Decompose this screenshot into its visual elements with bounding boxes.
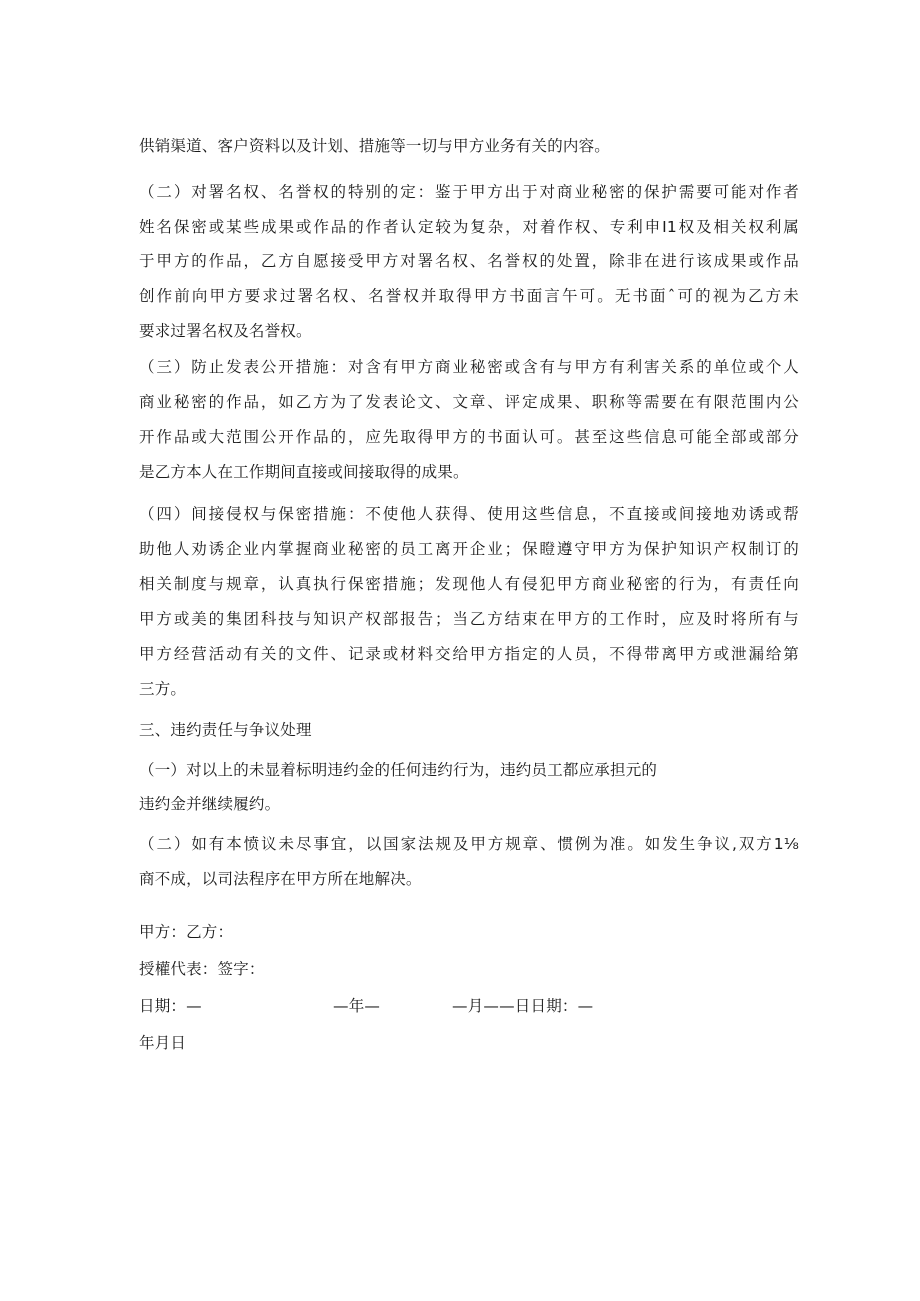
signature-representative: 授權代表：签字： xyxy=(139,960,265,978)
paragraph-line: 姓名保密或某些成果或作品的作者认定较为复杂，对着作权、专利申I1权及相关权利属 xyxy=(139,218,799,236)
date-format-line: 年月日 xyxy=(139,1034,187,1052)
date-label: 日期：— xyxy=(139,997,202,1015)
paragraph-line: 相关制度与规章，认真执行保密措施；发现他人有侵犯甲方商业秘密的行为，有责任向 xyxy=(139,575,799,593)
paragraph-line: 甲方经营活动有关的文件、记录或材料交给甲方指定的人员，不得带离甲方或泄漏给第 xyxy=(139,645,799,663)
paragraph-line: 三方。 xyxy=(139,680,187,698)
paragraph-line: 商业秘密的作品，如乙方为了发表论文、文章、评定成果、职称等需要在有限范围内公 xyxy=(139,393,799,411)
paragraph-line: （一）对以上的未显着标明违约金的任何违约行为，违约员工都应承担元的 xyxy=(139,761,658,779)
paragraph-line: 违约金并继续履约。 xyxy=(139,795,281,813)
paragraph-line: 是乙方本人在工作期间直接或间接取得的成果。 xyxy=(139,463,469,481)
signature-parties: 甲方：乙方： xyxy=(139,923,234,941)
paragraph-line: （二）如有本愤议未尽事宜，以国家法规及甲方规章、惯例为准。如发生争议,双方1⅛ xyxy=(139,835,799,853)
paragraph-line: 开作品或大范围公开作品的，应先取得甲方的书面认可。甚至这些信息可能全部或部分 xyxy=(139,428,799,446)
section-heading: 三、违约责任与争议处理 xyxy=(139,721,312,739)
date-year: —年— xyxy=(333,997,381,1015)
paragraph-line: （二）对署名权、名誉权的特别的定：鉴于甲方出于对商业秘密的保护需要可能对作者 xyxy=(139,183,799,201)
paragraph-line: 助他人劝诱企业内掌握商业秘密的员工离开企业；保瞪遵守甲方为保护知识产权制订的 xyxy=(139,540,799,558)
paragraph-line: 甲方或美的集团科技与知识产权部报告；当乙方结束在甲方的工作时，应及时将所有与 xyxy=(139,610,799,628)
paragraph-line: 创作前向甲方要求过署名权、名誉权并取得甲方书面言午可。无书面ˆ可的视为乙方未 xyxy=(139,287,799,305)
paragraph-line: 供销渠道、客户资料以及计划、措施等一切与甲方业务有关的内容。 xyxy=(139,137,611,155)
date-month-day: —月——日日期：— xyxy=(452,997,594,1015)
paragraph-line: 商不成，以司法程序在甲方所在地解决。 xyxy=(139,870,422,888)
paragraph-line: 要求过署名权及名誉权。 xyxy=(139,322,312,340)
paragraph-line: （四）间接侵权与保密措施：不使他人获得、使用这些信息，不直接或间接地劝诱或帮 xyxy=(139,505,799,523)
paragraph-line: 于甲方的作品，乙方自愿接受甲方对署名权、名誉权的处置，除非在进行该成果或作品 xyxy=(139,252,799,270)
paragraph-line: （三）防止发表公开措施：对含有甲方商业秘密或含有与甲方有利害关系的单位或个人 xyxy=(139,358,799,376)
